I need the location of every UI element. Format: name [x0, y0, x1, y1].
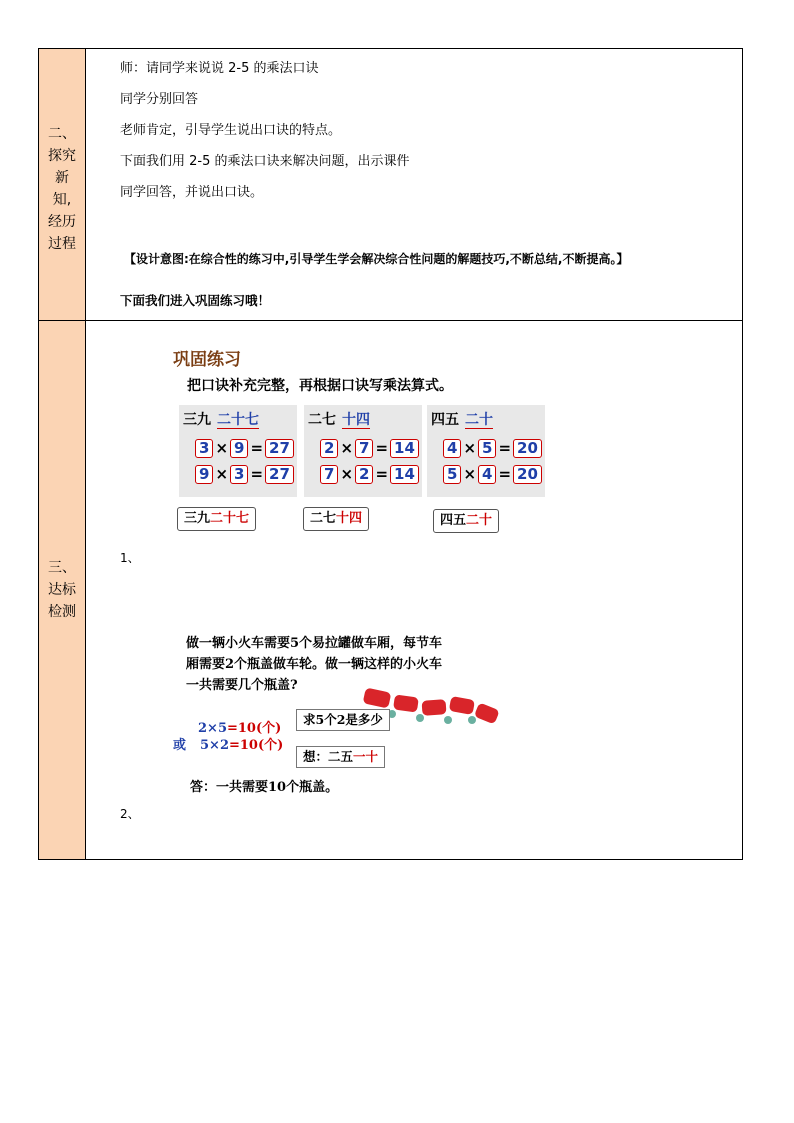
equation: 2 × 7 = 14: [320, 439, 419, 458]
rhyme-header: 三九 二十七: [183, 412, 259, 428]
exercise-image-multiplication: [165, 335, 560, 535]
speech-bubble: 二七十四: [303, 507, 369, 531]
hint-bubble: 想：二五一十: [296, 746, 385, 768]
equation: 5 × 4 = 20: [443, 465, 542, 484]
rhyme-header: 二七 十四: [308, 412, 370, 428]
section-label-line: 知,: [52, 192, 72, 208]
section-label-line: 达标: [48, 582, 76, 598]
speech-bubble: 三九二十七: [177, 507, 256, 531]
question-line: 一共需要几个瓶盖?: [186, 678, 298, 693]
speech-bubble: 四五二十: [433, 509, 499, 533]
section-label-line: 二、: [48, 126, 76, 142]
rhyme-card: [304, 405, 422, 497]
section-label-cell: [39, 49, 86, 320]
rhyme-card: [179, 405, 297, 497]
equation: 9 × 3 = 27: [195, 465, 294, 484]
text-line: 师：请同学来说说 2-5 的乘法口诀: [120, 61, 319, 76]
rhyme-answer: 二十七: [217, 412, 259, 428]
section-label-cell: [39, 321, 86, 859]
equation-line: 2×5=10(个): [198, 721, 282, 736]
text-line: 下面我们用 2-5 的乘法口诀来解决问题，出示课件: [120, 154, 410, 169]
hint-bubble: 求5个2是多少: [296, 709, 390, 731]
section-label-line: 探究: [48, 148, 76, 164]
equation: 3 × 9 = 27: [195, 439, 294, 458]
equation: 7 × 2 = 14: [320, 465, 419, 484]
rhyme-answer: 二十: [465, 412, 493, 428]
rhyme-answer: 十四: [342, 412, 370, 428]
or-label: 或: [173, 738, 187, 753]
section-explore: [39, 49, 742, 321]
text-line: 同学回答，并说出口诀。: [120, 185, 264, 200]
section-label-line: 经历: [48, 214, 76, 230]
exercise-instruction: 把口诀补充完整，再根据口诀写乘法算式。: [187, 378, 453, 394]
rhyme-header: 四五 二十: [431, 412, 493, 428]
text-line: 同学分别回答: [120, 92, 199, 107]
section-label-line: 检测: [48, 604, 76, 620]
text-line: 老师肯定，引导学生说出口诀的特点。: [120, 123, 342, 138]
exercise-title: 巩固练习: [173, 350, 241, 370]
equation-line: 5×2=10(个): [200, 738, 284, 753]
item-number: 2、: [120, 807, 140, 821]
exercise-image-train: [170, 628, 510, 798]
transition-text: 下面我们进入巩固练习哦！: [120, 293, 271, 308]
question-line: 做一辆小火车需要5个易拉罐做车厢，每节车: [186, 636, 443, 651]
equation: 4 × 5 = 20: [443, 439, 542, 458]
question-line: 厢需要2个瓶盖做车轮。做一辆这样的小火车: [186, 657, 443, 672]
design-intent: 【设计意图:在综合性的练习中,引导学生学会解决综合性问题的解题技巧,不断总结,不断提高。】: [124, 252, 629, 266]
rhyme-card: [427, 405, 545, 497]
answer-line: 答：一共需要10个瓶盖。: [190, 780, 339, 795]
item-number: 1、: [120, 551, 140, 565]
section-label-line: 过程: [48, 236, 76, 252]
section-label-line: 三、: [48, 560, 76, 576]
section-label-line: 新: [55, 170, 69, 186]
